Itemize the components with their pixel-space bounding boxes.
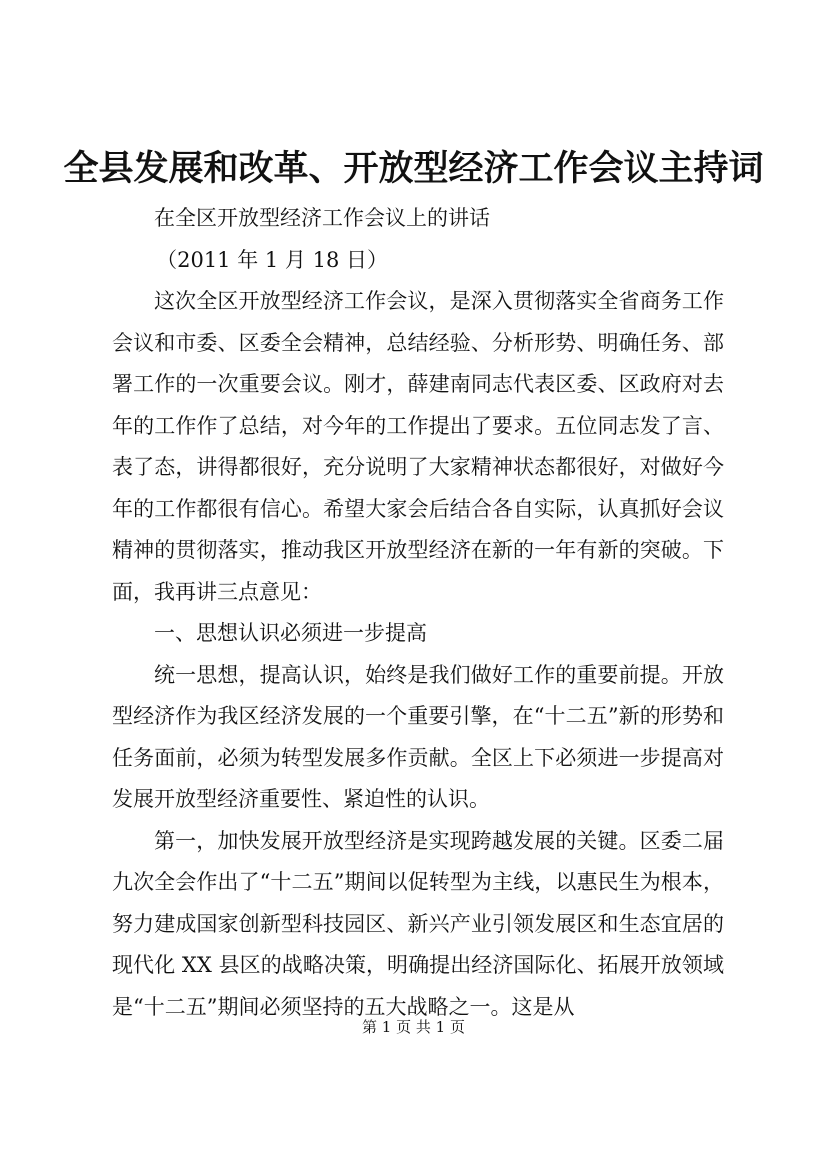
section-heading-1: 一、思想认识必须进一步提高 [154, 621, 427, 645]
page-footer: 第 1 页 共 1 页 [362, 1018, 465, 1036]
document-date: （2011 年 1 月 18 日） [156, 247, 388, 272]
document-title: 全县发展和改革、开放型经济工作会议主持词 [63, 148, 764, 189]
document-subtitle: 在全区开放型经济工作会议上的讲话 [154, 206, 490, 230]
paragraph-unify-thinking: 统一思想，提高认识，始终是我们做好工作的重要前提。开放型经济作为我区经济发展的一个重要引擎，在“十二五”新的形势和任务面前，必须为转型发展多作贡献。全区上下必须进一步提高对发展开放型经济重要性、紧迫性的认识。 [112, 662, 724, 811]
document-body [112, 198, 724, 1028]
paragraph-opening: 这次全区开放型经济工作会议，是深入贯彻落实全省商务工作会议和市委、区委全会精神，总结经验、分析形势、明确任务、部署工作的一次重要会议。刚才，薛建南同志代表区委、区政府对去年的工作作了总结，对今年的工作提出了要求。五位同志发了言、表了态，讲得都很好，充分说明了大家精神状态都很好，对做好今年的工作都很有信心。希望大家会后结合各自实际，认真抓好会议精神的贯彻落实，推动我区开放型经济在新的一年有新的突破。下面，我再讲三点意见： [112, 289, 724, 604]
paragraph-first-point: 第一，加快发展开放型经济是实现跨越发展的关键。区委二届九次全会作出了“十二五”期间以促转型为主线，以惠民生为根本，努力建成国家创新型科技园区、新兴产业引领发展区和生态宜居的现代化 XX 县区的战略决策，明确提出经济国际化、拓展开放领域是“十二五”期间必须坚持的五大战略之一。这是从 [112, 828, 724, 1019]
